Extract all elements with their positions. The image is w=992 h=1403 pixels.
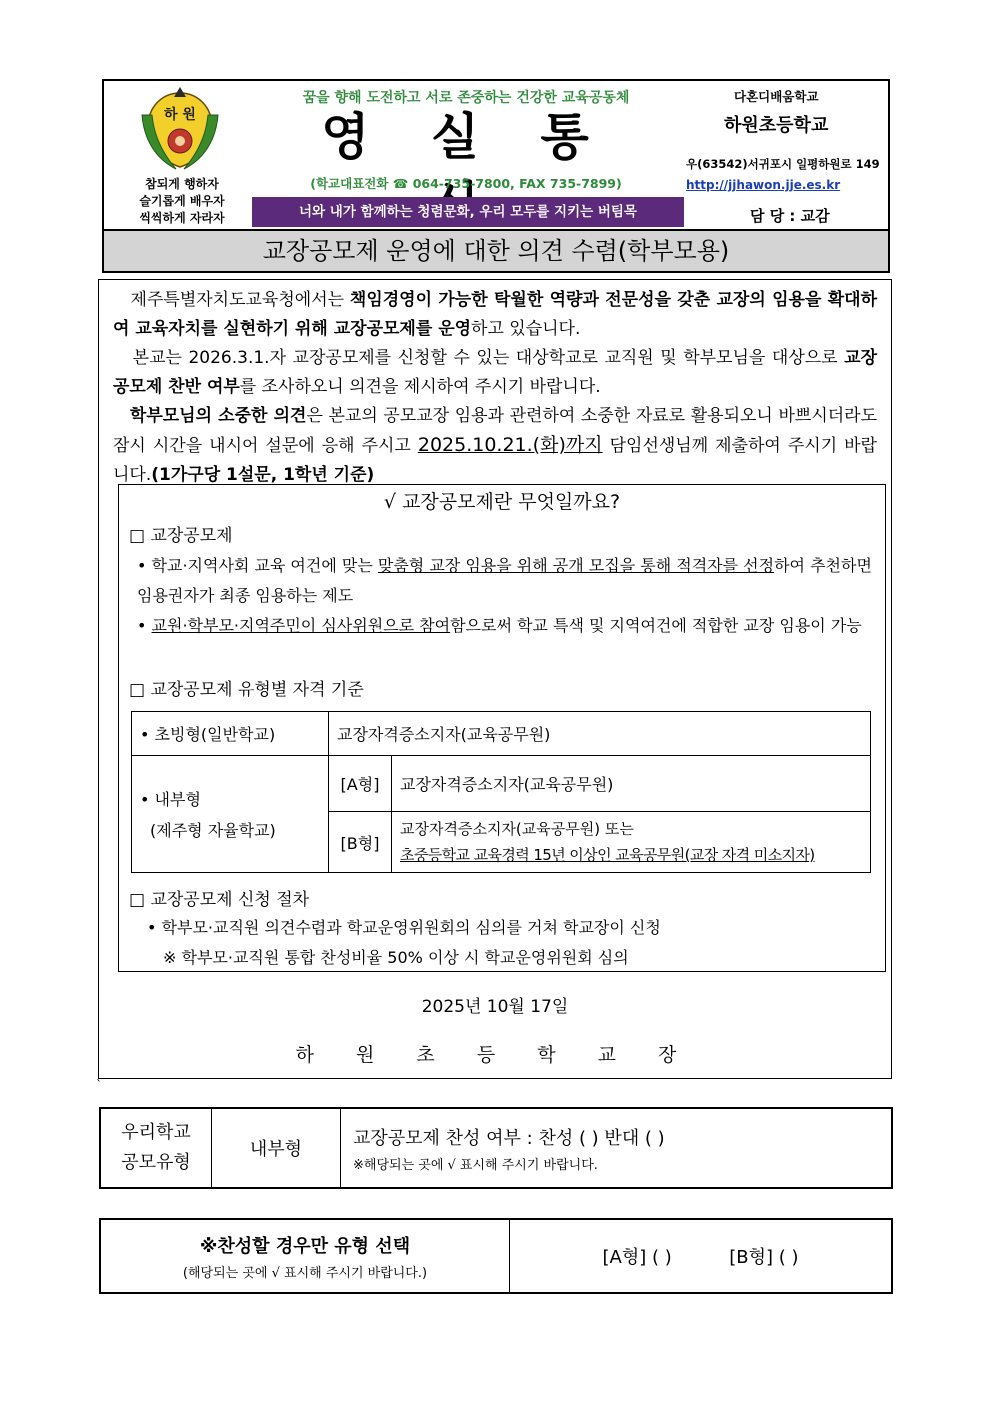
type-cell — [132, 756, 329, 873]
text-span: 하고 있습니다. — [471, 319, 581, 339]
school-type-value: 내부형 — [212, 1108, 341, 1188]
motto-line: 씩씩하게 자라자 — [139, 211, 225, 225]
intro-paragraph — [113, 286, 877, 344]
choice-note: (해당되는 곳에 √ 표시해 주시기 바랍니다.) — [182, 1265, 428, 1281]
type-cell: • 초빙형(일반학교) — [132, 712, 329, 756]
stray-mark: ` — [96, 1078, 102, 1092]
school-address: 우(63542)서귀포시 일평하원로 149 — [686, 157, 880, 171]
type-b-label: [B형] — [329, 812, 392, 873]
text-span: 함으로써 학교 특색 및 지역여건에 적합한 교장 임용이 가능 — [450, 616, 862, 635]
type-b-line: 교장자격증소지자(교육공무원) 또는 — [400, 820, 634, 838]
notice-body — [98, 279, 892, 1079]
issue-date: 2025년 10월 17일 — [421, 997, 569, 1017]
bold-text: 책임경영이 가능한 탁월한 역량과 전문성을 갖춘 교장의 임용을 확대하여 교육자치를 실현하기 위해 교장공모제를 운영 — [113, 290, 878, 339]
qualification-table — [131, 711, 871, 873]
school-name: 하원초등학교 — [724, 115, 829, 136]
text-span: 담임선생님께 제출하여 주시기 바랍니다. — [113, 436, 877, 485]
underlined-text: 교원·학부모·지역주민이 심사위원으로 참여 — [151, 616, 451, 635]
type-choice-table — [99, 1218, 893, 1294]
choice-label-cell — [100, 1219, 510, 1293]
school-phone: (학교대표전화 ☎ 064-735-7800, FAX 735-7899) — [310, 176, 622, 191]
label-line: 우리학교 — [121, 1122, 191, 1143]
bold-text: (1가구당 1설문, 1학년 기준) — [151, 465, 375, 485]
bold-text: 학부모님의 소중한 의견 — [129, 406, 307, 426]
deadline-paragraph — [113, 402, 877, 490]
section-heading: □ 교장공모제 신청 절차 — [129, 890, 310, 910]
newsletter-title: 영 실 통 — [321, 107, 611, 166]
info-box-title: √ 교장공모제란 무엇일까요? — [383, 491, 621, 513]
text-span: 은 본교의 공모교장 임용과 관련하여 소중한 자료로 활용되오니 바쁘시더라도 잠시 시간을 내시어 설문에 응해 주시고 — [113, 406, 878, 456]
text-span: 를 조사하오니 의견을 제시하여 주시기 바랍니다. — [239, 377, 601, 397]
text-span: 내부형 — [154, 790, 201, 809]
underlined-text: 맞춤형 교장 임용을 위해 공개 모집을 통해 적격자를 선정 — [377, 556, 775, 575]
label-line: 공모유형 — [121, 1152, 191, 1173]
text-span: 제주특별자치도교육청에서는 — [130, 290, 350, 310]
choice-options-cell[interactable] — [510, 1219, 893, 1293]
survey-paragraph — [113, 344, 877, 402]
desc-cell: 교장자격증소지자(교육공무원) — [329, 712, 871, 756]
school-program-name: 다혼디배움학교 — [734, 89, 819, 104]
type-a-label: [A형] — [329, 756, 392, 812]
motto-line: 슬기롭게 배우자 — [139, 194, 225, 208]
vote-table — [99, 1107, 893, 1189]
slogan: 꿈을 향해 도전하고 서로 존중하는 건강한 교육공동체 — [302, 90, 630, 106]
newsletter-header — [102, 79, 890, 273]
info-box — [118, 484, 886, 972]
list-item: • 교원·학부모·지역주민이 심사위원으로 참여함으로써 학교 특색 및 지역여건에 적합한 교장 임용이 가능 — [137, 616, 862, 635]
type-b-line: 초중등학교 교육경력 15년 이상인 교육공무원(교장 자격 미소지자) — [400, 846, 815, 864]
deadline-date: 2025.10.21.(화)까지 — [417, 434, 603, 456]
choice-b-option[interactable]: [B형] ( ) — [729, 1247, 799, 1268]
vote-cell[interactable] — [341, 1108, 893, 1188]
in-charge-label: 담 당 : 교감 — [750, 207, 830, 225]
school-url-link[interactable]: http://jjhawon.jje.es.kr — [686, 178, 841, 192]
list-item: • 학교·지역사회 교육 여건에 맞는 맞춤형 교장 임용을 위해 공개 모집을 통해 적격자를 선정하여 추천하면 임용권자가 최종 임용하는 제도 — [137, 556, 872, 605]
type-b-desc — [392, 812, 871, 873]
document-title: 교장공모제 운영에 대한 의견 수렴(학부모용) — [104, 229, 888, 271]
text-span: 초빙형(일반학교) — [154, 725, 276, 744]
bold-text: 교장공모제 찬반 여부 — [113, 348, 877, 397]
vote-note: ※해당되는 곳에 √ 표시해 주시기 바랍니다. — [353, 1157, 598, 1173]
text-span: 학교·지역사회 교육 여건에 맞는 — [151, 556, 378, 575]
vote-question[interactable]: 교장공모제 찬성 여부 : 찬성 ( ) 반대 ( ) — [353, 1127, 665, 1149]
section-heading: □ 교장공모제 — [129, 526, 233, 546]
procedure-item: • 학부모·교직원 의견수렴과 학교운영위원회의 심의를 거쳐 학교장이 신청 — [147, 918, 661, 937]
procedure-note: ※ 학부모·교직원 통합 찬성비율 50% 이상 시 학교운영위원회 심의 — [163, 948, 629, 967]
text-span: 학부모·교직원 의견수렴과 학교운영위원회의 심의를 거쳐 학교장이 신청 — [161, 918, 661, 937]
school-emblem-logo — [134, 85, 226, 171]
type-sub: (제주형 자율학교) — [150, 821, 276, 840]
section-heading: □ 교장공모제 유형별 자격 기준 — [129, 680, 364, 700]
type-line: • 내부형 — [140, 790, 201, 809]
text-span: 하여 추천하면 임용권자가 최종 임용하는 제도 — [137, 556, 872, 605]
school-mottos — [108, 176, 256, 227]
integrity-banner: 너와 내가 함께하는 청렴문화, 우리 모두를 지키는 버팀목 — [252, 197, 684, 227]
motto-line: 참되게 행하자 — [145, 177, 219, 191]
type-a-desc: 교장자격증소지자(교육공무원) — [392, 756, 871, 812]
school-type-label — [100, 1108, 212, 1188]
svg-text:하 원: 하 원 — [164, 107, 196, 123]
text-span: 본교는 2026.3.1.자 교장공모제를 신청할 수 있는 대상학교로 교직원 및 학부모님을 대상으로 — [132, 348, 845, 368]
principal-signature: 하 원 초 등 학 교 장 — [295, 1044, 695, 1066]
choice-title: ※찬성할 경우만 유형 선택 — [199, 1235, 411, 1257]
choice-a-option[interactable]: [A형] ( ) — [602, 1247, 672, 1268]
